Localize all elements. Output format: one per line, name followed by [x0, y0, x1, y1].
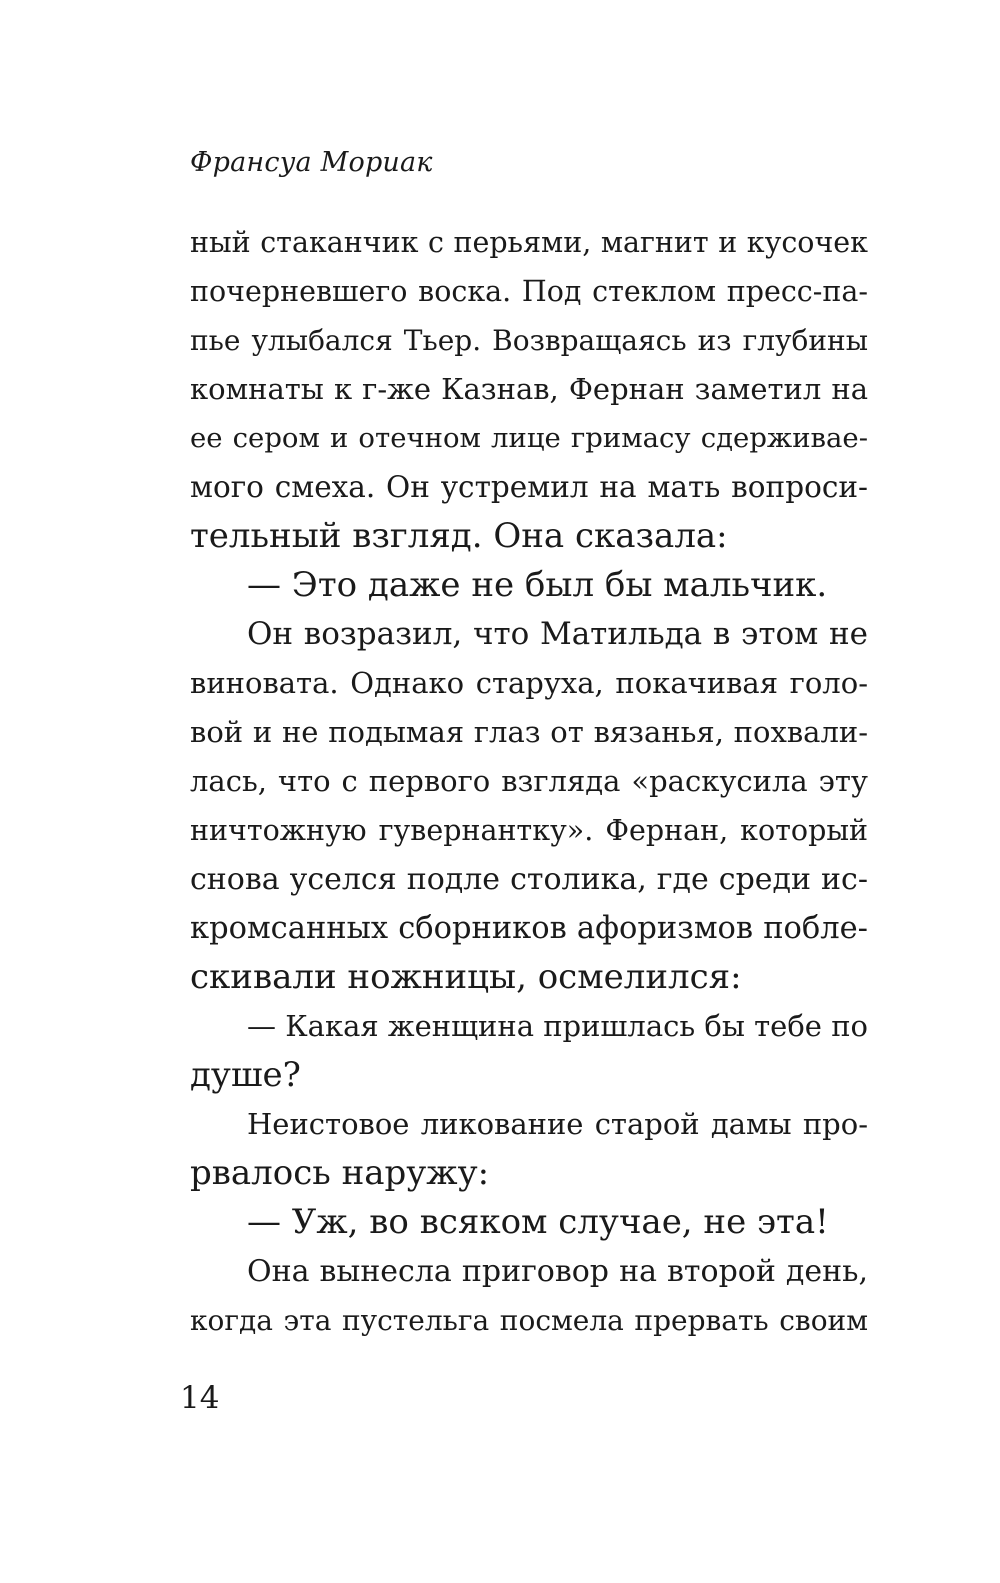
- text-line: ее сером и отечном лице гримасу сдерживае-: [190, 422, 868, 454]
- text-line: рвалось наружу:: [190, 1153, 490, 1193]
- dialogue-line: душе?: [190, 1055, 301, 1095]
- page-number: 14: [180, 1380, 220, 1416]
- text-line: Она вынесла приговор на второй день,: [247, 1254, 868, 1289]
- text-line: ный стаканчик с перьями, магнит и кусочек: [190, 226, 868, 259]
- running-head: Франсуа Мориак: [190, 147, 433, 178]
- text-line: вой и не подымая глаз от вязанья, похвали-: [190, 715, 868, 749]
- text-line: комнаты к г-же Казнав, Фернан заметил на: [190, 372, 868, 406]
- dialogue-line: — Какая женщина пришлась бы тебе по: [247, 1009, 868, 1043]
- text-line: скивали ножницы, осмелился:: [190, 957, 742, 997]
- dialogue-line: — Это даже не был бы мальчик.: [247, 565, 828, 605]
- text-line: лась, что с первого взгляда «раскусила эту: [190, 764, 868, 798]
- text-line: кромсанных сборников афоризмов побле-: [190, 911, 868, 946]
- dialogue-line: — Уж, во всяком случае, не эта!: [247, 1202, 829, 1242]
- text-line: когда эта пустельга посмела прервать своим: [190, 1304, 868, 1337]
- text-line: Он возразил, что Матильда в этом не: [247, 616, 868, 652]
- text-line: пье улыбался Тьер. Возвращаясь из глубины: [190, 324, 868, 357]
- text-line: Неистовое ликование старой дамы про-: [247, 1107, 868, 1141]
- body-text: [190, 218, 868, 1345]
- text-line: почерневшего воска. Под стеклом пресс-па-: [190, 275, 868, 308]
- text-line: тельный взгляд. Она сказала:: [190, 516, 728, 556]
- text-line: ничтожную гувернантку». Фернан, который: [190, 814, 868, 847]
- text-line: виновата. Однако старуха, покачивая голо-: [190, 666, 868, 700]
- text-line: снова уселся подле столика, где среди ис-: [190, 862, 868, 897]
- text-line: мого смеха. Он устремил на мать вопроси-: [190, 470, 868, 504]
